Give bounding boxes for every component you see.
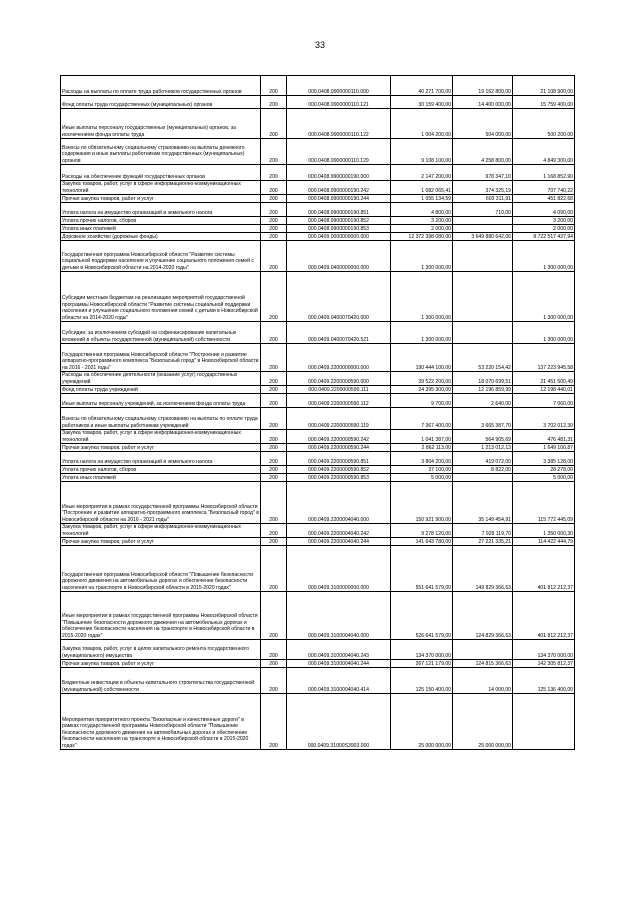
row-value-plan: 4 800,00 <box>391 203 453 217</box>
row-value-remainder: 1 649 100,87 <box>513 444 575 452</box>
row-name: Расходы на обеспечение функций государственных органов <box>61 165 261 181</box>
row-value-plan: 1 300 000,00 <box>391 322 453 344</box>
row-value-plan: 1 004 200,00 <box>391 109 453 139</box>
row-name: Взносы по обязательному социальному страхованию на выплаты денежного содержания и иные выплаты работникам государственных (муниципальных) органов <box>61 139 261 165</box>
table-row <box>61 203 575 217</box>
row-ved: 200 <box>261 640 287 660</box>
row-name: Закупка товаров, работ, услуг в сфере информационно-коммуникационных технологий <box>61 430 261 444</box>
row-value-executed: 149 829 366,63 <box>453 546 513 592</box>
table-row <box>61 241 575 272</box>
row-value-plan: 30 159 400,00 <box>391 96 453 109</box>
row-code: 000.0408.9900000110.129 <box>287 139 391 165</box>
table-row <box>61 430 575 444</box>
row-value-plan: 267 121 179,00 <box>391 660 453 668</box>
row-value-executed: 374 325,19 <box>453 181 513 195</box>
table-row <box>61 394 575 408</box>
row-ved: 200 <box>261 372 287 386</box>
table-row <box>61 322 575 344</box>
row-value-remainder: 12 198 440,01 <box>513 386 575 394</box>
table-row <box>61 76 575 96</box>
row-value-remainder: 8 722 517 437,94 <box>513 233 575 241</box>
row-value-remainder: 21 108 900,00 <box>513 76 575 96</box>
row-ved: 200 <box>261 694 287 750</box>
row-ved: 200 <box>261 139 287 165</box>
row-code: 000.0409.2200000590.244 <box>287 444 391 452</box>
row-name: Уплата налога на имущество организаций и земельного налога <box>61 452 261 466</box>
row-value-executed <box>453 217 513 225</box>
budget-table-body <box>61 76 575 750</box>
row-value-plan: 1 300 000,00 <box>391 241 453 272</box>
row-value-executed <box>453 322 513 344</box>
row-name: Закупка товаров, работ, услуг в целях капитального ремонта государственного (муниципального) имущества <box>61 640 261 660</box>
row-code: 000.0408.9900000110.121 <box>287 96 391 109</box>
table-row <box>61 444 575 452</box>
row-value-remainder: 28 278,00 <box>513 466 575 474</box>
row-name: Прочая закупка товаров, работ и услуг <box>61 195 261 203</box>
row-ved: 200 <box>261 225 287 233</box>
row-name: Государственная программа Новосибирской области "Построение и развитие аппаратно-программного комплекса "Безопасный город" в Новосибирской области на 2016 - 2021 годы" <box>61 344 261 372</box>
row-code: 000.0409.0000000000.000 <box>287 233 391 241</box>
row-code: 000.0409.2200000590.852 <box>287 466 391 474</box>
row-code: 000.0409.2200004040.242 <box>287 524 391 538</box>
row-code: 000.0409.2200000000.000 <box>287 344 391 372</box>
table-row <box>61 408 575 430</box>
row-value-plan: 37 100,00 <box>391 466 453 474</box>
row-ved: 200 <box>261 452 287 466</box>
table-row <box>61 592 575 640</box>
row-ved: 200 <box>261 203 287 217</box>
table-row <box>61 233 575 241</box>
row-value-plan: 1 300 000,00 <box>391 272 453 322</box>
row-ved: 200 <box>261 466 287 474</box>
row-value-remainder: 1 168 852,90 <box>513 165 575 181</box>
row-value-plan: 25 000 000,00 <box>391 694 453 750</box>
table-row <box>61 96 575 109</box>
row-code: 000.0408.9900000190.852 <box>287 217 391 225</box>
row-value-remainder: 500 200,00 <box>513 109 575 139</box>
row-name: Дорожное хозяйство (дорожные фонды) <box>61 233 261 241</box>
row-value-plan: 3 804 200,00 <box>391 452 453 466</box>
row-name: Уплата налога на имущество организаций и земельного налога <box>61 203 261 217</box>
row-ved: 200 <box>261 660 287 668</box>
row-value-remainder <box>513 694 575 750</box>
row-value-plan: 9 278 120,00 <box>391 524 453 538</box>
row-code: 000.0409.2200000590.119 <box>287 408 391 430</box>
row-code: 000.0409.2200004040.244 <box>287 538 391 546</box>
row-value-remainder: 1 300 000,00 <box>513 241 575 272</box>
row-value-remainder: 7 060,00 <box>513 394 575 408</box>
row-value-remainder: 401 812 212,37 <box>513 592 575 640</box>
row-ved: 200 <box>261 272 287 322</box>
row-value-executed <box>453 241 513 272</box>
row-ved: 200 <box>261 386 287 394</box>
budget-table <box>60 75 575 750</box>
row-value-executed: 8 822,00 <box>453 466 513 474</box>
table-row <box>61 165 575 181</box>
row-name: Уплата иных платежей <box>61 474 261 482</box>
table-row <box>61 640 575 660</box>
row-value-remainder: 476 481,31 <box>513 430 575 444</box>
row-name: Прочая закупка товаров, работ и услуг <box>61 538 261 546</box>
row-value-executed: 504 000,00 <box>453 109 513 139</box>
table-row <box>61 109 575 139</box>
row-ved: 200 <box>261 430 287 444</box>
row-value-plan: 1 082 065,41 <box>391 181 453 195</box>
row-name: Фонд оплаты труда учреждений <box>61 386 261 394</box>
table-row <box>61 195 575 203</box>
row-value-remainder: 15 759 400,00 <box>513 96 575 109</box>
row-value-plan: 39 522 200,00 <box>391 372 453 386</box>
row-value-executed: 53 220 154,42 <box>453 344 513 372</box>
row-ved: 200 <box>261 195 287 203</box>
table-row <box>61 668 575 694</box>
row-value-executed: 35 149 454,91 <box>453 482 513 524</box>
row-name: Уплата прочих налогов, сборов <box>61 217 261 225</box>
row-value-executed: 27 221 335,21 <box>453 538 513 546</box>
row-value-executed: 603 311,91 <box>453 195 513 203</box>
row-value-remainder: 125 136 400,00 <box>513 668 575 694</box>
row-value-plan: 190 444 100,00 <box>391 344 453 372</box>
row-name: Иные мероприятия в рамках государственной программы Новосибирской области "Построение и развитие аппаратно-программного комплекса "Безопасный город" в Новосибирской области на 2016 - 2021 годы" <box>61 482 261 524</box>
row-ved: 200 <box>261 241 287 272</box>
row-code: 000.0409.2200000590.851 <box>287 452 391 466</box>
row-value-executed <box>453 272 513 322</box>
row-code: 000.0409.3100004040.243 <box>287 640 391 660</box>
row-value-plan: 1 055 134,59 <box>391 195 453 203</box>
row-value-remainder: 21 451 500,49 <box>513 372 575 386</box>
row-code: 000.0409.0400070420.521 <box>287 322 391 344</box>
row-value-executed: 978 347,10 <box>453 165 513 181</box>
row-value-plan: 134 370 000,00 <box>391 640 453 660</box>
table-row <box>61 225 575 233</box>
row-name: Иные выплаты персоналу учреждений, за исключением фонда оплаты труда <box>61 394 261 408</box>
table-row <box>61 538 575 546</box>
row-value-remainder: 142 305 812,37 <box>513 660 575 668</box>
row-value-plan: 12 372 398 080,00 <box>391 233 453 241</box>
row-code: 000.0409.2200000590.853 <box>287 474 391 482</box>
table-row <box>61 474 575 482</box>
row-code: 000.0408.9900000190.242 <box>287 181 391 195</box>
row-code: 000.0409.2200004040.000 <box>287 482 391 524</box>
page-number: 33 <box>314 40 325 50</box>
row-ved: 200 <box>261 344 287 372</box>
row-value-plan: 2 862 113,00 <box>391 444 453 452</box>
row-value-plan: 3 200,00 <box>391 217 453 225</box>
row-value-executed: 710,00 <box>453 203 513 217</box>
row-ved: 200 <box>261 217 287 225</box>
row-value-remainder: 3 385 128,00 <box>513 452 575 466</box>
row-value-executed: 564 905,69 <box>453 430 513 444</box>
row-code: 000.0409.0400000000.000 <box>287 241 391 272</box>
row-value-executed <box>453 225 513 233</box>
row-name: Государственная программа Новосибирской области "Развитие системы социальной поддержки населения и улучшение социального положения семей с детьми в Новосибирской области на 2014-2020 годы" <box>61 241 261 272</box>
table-row <box>61 372 575 386</box>
row-value-plan: 9 108 100,00 <box>391 139 453 165</box>
row-name: Бюджетные инвестиции в объекты капитального строительства государственной (муниципальной) собственности <box>61 668 261 694</box>
table-row <box>61 386 575 394</box>
row-value-executed: 18 070 699,51 <box>453 372 513 386</box>
row-ved: 200 <box>261 668 287 694</box>
row-code: 000.0409.0400070420.000 <box>287 272 391 322</box>
row-code: 000.0409.3100004040.244 <box>287 660 391 668</box>
row-ved: 200 <box>261 592 287 640</box>
row-name: Прочая закупка товаров, работ и услуг <box>61 444 261 452</box>
row-value-executed: 14 000,00 <box>453 668 513 694</box>
table-row <box>61 694 575 750</box>
row-value-remainder: 3 200,00 <box>513 217 575 225</box>
table-row <box>61 546 575 592</box>
table-row <box>61 181 575 195</box>
row-value-executed: 19 162 800,00 <box>453 76 513 96</box>
table-row <box>61 217 575 225</box>
table-row <box>61 272 575 322</box>
row-value-remainder: 137 223 945,58 <box>513 344 575 372</box>
row-ved: 200 <box>261 474 287 482</box>
row-value-plan: 2 147 200,00 <box>391 165 453 181</box>
row-value-plan: 9 700,00 <box>391 394 453 408</box>
row-code: 000.0409.3100000000.000 <box>287 546 391 592</box>
row-value-plan: 526 641 579,00 <box>391 592 453 640</box>
row-value-plan: 551 641 579,00 <box>391 546 453 592</box>
row-code: 000.0409.2200000590.112 <box>287 394 391 408</box>
row-value-executed <box>453 474 513 482</box>
row-name: Государственная программа Новосибирской области "Повышение безопасности дорожного движения на автомобильных дорогах и обеспечение безопасности населения на транспорте в Новосибирской области в 2015-2020 годах" <box>61 546 261 592</box>
row-code: 000.0408.9900000190.853 <box>287 225 391 233</box>
row-ved: 200 <box>261 322 287 344</box>
table-row <box>61 452 575 466</box>
row-value-plan: 5 000,00 <box>391 474 453 482</box>
row-ved: 200 <box>261 538 287 546</box>
row-value-remainder: 1 350 000,30 <box>513 524 575 538</box>
row-name: Закупка товаров, работ, услуг в сфере информационно-коммуникационных технологий <box>61 181 261 195</box>
row-value-remainder: 4 090,00 <box>513 203 575 217</box>
row-value-plan: 40 271 700,00 <box>391 76 453 96</box>
row-value-remainder: 3 702 012,30 <box>513 408 575 430</box>
row-value-plan: 141 643 780,00 <box>391 538 453 546</box>
row-name: Уплата прочих налогов, сборов <box>61 466 261 474</box>
row-value-executed: 25 000 000,00 <box>453 694 513 750</box>
row-name: Иные мероприятия в рамках государственной программы Новосибирской области "Повышение безопасности дорожного движения на автомобильных дорогах и обеспечение безопасности населения на транспорте в Новосибирской области в 2015-2020 годах" <box>61 592 261 640</box>
row-value-executed: 2 640,00 <box>453 394 513 408</box>
row-ved: 200 <box>261 96 287 109</box>
row-value-remainder: 2 000,00 <box>513 225 575 233</box>
row-name: Субсидии, за исключением субсидий на софинансирование капитальных вложений в объекты государственной (муниципальной) собственности <box>61 322 261 344</box>
row-value-remainder: 134 370 000,00 <box>513 640 575 660</box>
row-ved: 200 <box>261 76 287 96</box>
table-row <box>61 344 575 372</box>
row-value-plan: 7 367 400,00 <box>391 408 453 430</box>
table-row <box>61 524 575 538</box>
row-ved: 200 <box>261 233 287 241</box>
row-name: Уплата иных платежей <box>61 225 261 233</box>
row-code: 000.0409.2200000590.242 <box>287 430 391 444</box>
row-value-plan: 125 150 400,00 <box>391 668 453 694</box>
row-value-remainder: 115 772 445,09 <box>513 482 575 524</box>
row-code: 000.0409.31000S3903.000 <box>287 694 391 750</box>
row-value-executed: 124 815 366,63 <box>453 660 513 668</box>
row-value-plan: 24 395 300,00 <box>391 386 453 394</box>
row-name: Иные выплаты персоналу государственных (муниципальных) органов, за исключением фонда оплаты труда <box>61 109 261 139</box>
row-value-executed: 4 258 800,00 <box>453 139 513 165</box>
row-value-executed: 7 928 119,70 <box>453 524 513 538</box>
row-ved: 200 <box>261 546 287 592</box>
row-value-remainder: 4 849 300,00 <box>513 139 575 165</box>
row-code: 000.0408.9900000190.000 <box>287 165 391 181</box>
row-name: Закупка товаров, работ, услуг в сфере информационно-коммуникационных технологий <box>61 524 261 538</box>
row-value-executed: 3 665 387,70 <box>453 408 513 430</box>
table-row <box>61 139 575 165</box>
row-code: 000.0408.9900000110.000 <box>287 76 391 96</box>
row-name: Мероприятия приоритетного проекта "Безопасные и качественные дороги" в рамках государственной программы Новосибирской области "Повышение безопасности дорожного движения на автомобильных дорогах и обеспечение безопасности населения на транспорте в Новосибирской области в 2015-2020 годах" <box>61 694 261 750</box>
row-value-executed: 14 400 000,00 <box>453 96 513 109</box>
row-ved: 200 <box>261 482 287 524</box>
row-ved: 200 <box>261 181 287 195</box>
row-name: Субсидии местным бюджетам на реализацию мероприятий государственной программы Новосибирской области "Развитие системы социальной поддержки населения и улучшение социального положения семей с детьми в Новосибирской области на 2014-2020 годы" <box>61 272 261 322</box>
row-code: 000.0408.9900000190.851 <box>287 203 391 217</box>
row-value-executed: 1 213 012,13 <box>453 444 513 452</box>
row-value-executed: 12 196 859,99 <box>453 386 513 394</box>
row-code: 000.0408.9900000110.122 <box>287 109 391 139</box>
table-row <box>61 660 575 668</box>
row-ved: 200 <box>261 394 287 408</box>
row-code: 000.0409.3100004040.000 <box>287 592 391 640</box>
row-value-remainder: 451 822,68 <box>513 195 575 203</box>
row-ved: 200 <box>261 109 287 139</box>
row-ved: 200 <box>261 408 287 430</box>
row-name: Расходы на обеспечение деятельности (оказание услуг) государственных учреждений <box>61 372 261 386</box>
row-ved: 200 <box>261 444 287 452</box>
row-value-executed: 124 829 366,63 <box>453 592 513 640</box>
row-code: 000.0408.9900000190.244 <box>287 195 391 203</box>
row-value-executed <box>453 640 513 660</box>
table-row <box>61 482 575 524</box>
row-name: Фонд оплаты труда государственных (муниципальных) органов <box>61 96 261 109</box>
row-value-plan: 2 000,00 <box>391 225 453 233</box>
row-name: Взносы по обязательному социальному страхованию на выплаты по оплате труда работников и иные выплаты работникам учреждений <box>61 408 261 430</box>
row-value-remainder: 707 740,22 <box>513 181 575 195</box>
row-value-plan: 150 921 900,00 <box>391 482 453 524</box>
row-code: 000.0409.2200000590.111 <box>287 386 391 394</box>
row-name: Расходы на выплаты по оплате труда работников государственных органов <box>61 76 261 96</box>
row-ved: 200 <box>261 165 287 181</box>
row-value-executed: 3 649 880 642,06 <box>453 233 513 241</box>
row-value-remainder: 114 422 444,79 <box>513 538 575 546</box>
row-value-remainder: 1 300 000,00 <box>513 322 575 344</box>
row-value-remainder: 5 000,00 <box>513 474 575 482</box>
row-code: 000.0409.3100004040.414 <box>287 668 391 694</box>
row-value-remainder: 1 300 000,00 <box>513 272 575 322</box>
row-value-executed: 419 072,00 <box>453 452 513 466</box>
row-name: Прочая закупка товаров, работ и услуг <box>61 660 261 668</box>
row-ved: 200 <box>261 524 287 538</box>
row-value-plan: 1 041 387,00 <box>391 430 453 444</box>
row-code: 000.0409.2200000590.000 <box>287 372 391 386</box>
table-row <box>61 466 575 474</box>
row-value-remainder: 401 812 212,37 <box>513 546 575 592</box>
